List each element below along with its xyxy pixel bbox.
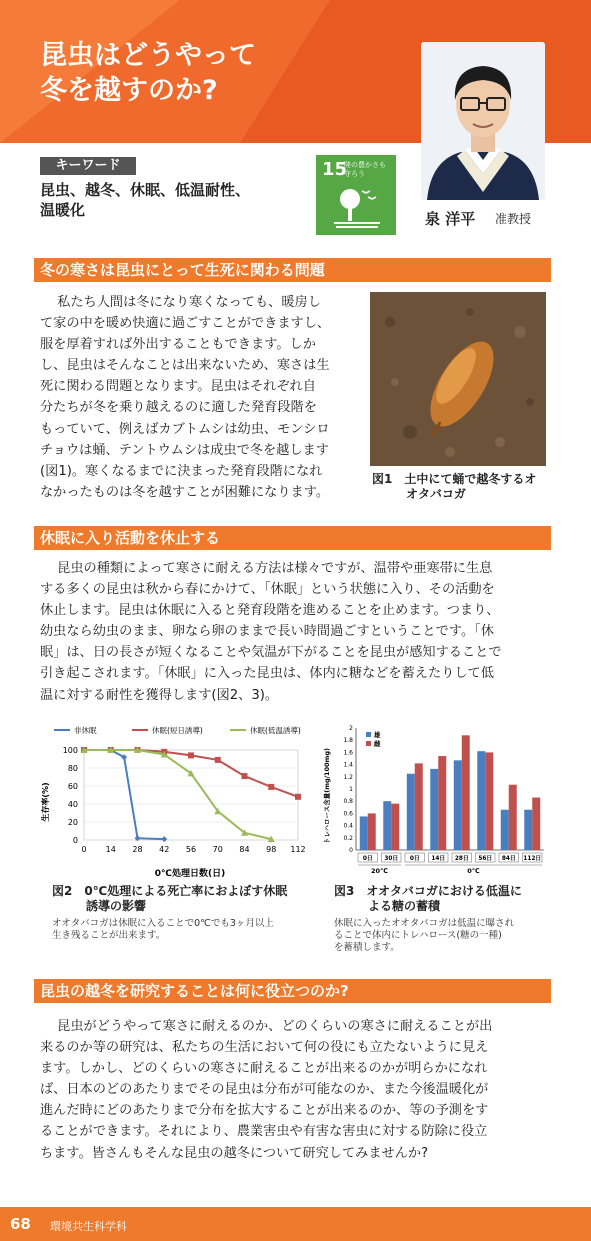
fig3-bar xyxy=(415,763,423,850)
s3-line: 昆虫がどうやって寒さに耐えるのか、どのくらいの寒さに耐えることが出 xyxy=(57,1019,493,1034)
figure-3-note xyxy=(334,918,554,954)
fig1-caption-line: オタバコガ xyxy=(406,487,466,501)
portrait-illustration xyxy=(421,42,545,200)
fig2-gridlines xyxy=(84,750,298,840)
fig3-bar xyxy=(430,769,438,850)
professor-name: 泉 洋平 xyxy=(425,210,476,228)
figure-2-line-chart xyxy=(40,718,310,883)
fig3-y-tick-label: 2 xyxy=(349,725,353,732)
s3-line: 来るのか等の研究は、私たちの生活において何の役にも立たないように見え xyxy=(40,1040,489,1056)
page-footer xyxy=(0,1207,591,1241)
s3-line: 進んだ時にどのあたりまで分布を拡大することが出来るのか、等の予測をす xyxy=(40,1103,489,1119)
fig3-bars xyxy=(360,735,540,850)
s1-line: 服を厚着すれば外出することもできます。しか xyxy=(40,337,316,353)
fig3-group-label: 20℃ xyxy=(371,867,388,875)
fig2-series xyxy=(81,747,302,843)
fig3-bar xyxy=(485,752,493,850)
figure-1-caption xyxy=(372,472,550,502)
fig3-bar xyxy=(368,813,376,850)
fig2-note-line: 生き残ることが出来ます。 xyxy=(52,930,166,941)
pupa-photo xyxy=(370,292,546,466)
fig3-group-label: 0℃ xyxy=(467,867,480,875)
s1-line: 死に関わる問題となります。昆虫はそれぞれ自 xyxy=(40,379,316,395)
fig3-y-tick-label: 1.4 xyxy=(343,761,353,769)
fig2-y-tick-label: 40 xyxy=(67,800,78,809)
fig3-category-label: 84日 xyxy=(501,856,516,862)
fig3-bar xyxy=(407,774,415,850)
s2-line: する多くの昆虫は秋から春にかけて、「休眠」という状態に入り、その活動を xyxy=(40,582,495,598)
fig3-y-tick-label: 1.6 xyxy=(343,749,353,757)
fig3-bar xyxy=(532,798,540,850)
fig2-x-tick-label: 98 xyxy=(266,845,277,854)
department-name: 環境共生科学科 xyxy=(50,1220,127,1233)
title-line-2: 冬を越すのか? xyxy=(40,75,218,106)
fig2-x-axis-label: 0℃処理日数(日) xyxy=(154,869,226,879)
fig2-x-tick-label: 0 xyxy=(81,845,87,854)
fig3-bar xyxy=(524,810,532,850)
fig3-caption-line: 図3 オオタバコガにおける低温に xyxy=(334,884,522,898)
section-1-heading: 冬の寒さは昆虫にとって生死に関わる問題 xyxy=(34,258,551,282)
fig3-y-axis-label: トレハロース含量(mg/100mg) xyxy=(323,748,331,844)
fig2-data-point xyxy=(188,752,194,758)
fig3-category-label: 0日 xyxy=(409,856,420,862)
fig1-caption-line: 図1 土中にて蛹で越冬するオ xyxy=(372,472,537,486)
fig2-x-tick-label: 14 xyxy=(105,845,116,854)
fig2-x-tick-label: 42 xyxy=(159,845,170,854)
fig2-data-point xyxy=(161,836,167,842)
fig2-data-point xyxy=(295,794,301,800)
sdg-badge xyxy=(316,155,396,235)
fig2-x-tick-label: 70 xyxy=(212,845,223,854)
page-title xyxy=(40,38,370,108)
s2-line: 眠」は、日の長さが短くなることや気温が下がることを昆虫が感知することで xyxy=(40,645,502,661)
fig3-bar xyxy=(454,760,462,850)
section-3-body xyxy=(40,1016,552,1164)
fig3-bar xyxy=(391,804,399,850)
section-2-body xyxy=(40,558,552,706)
fig3-note-line: 休眠に入ったオオタバコガは低温に曝され xyxy=(334,918,515,929)
tree-icon xyxy=(332,185,382,229)
fig2-legend-label: 休眠(低温誘導) xyxy=(250,726,301,735)
pupa-illustration xyxy=(370,292,546,466)
professor-title: 准教授 xyxy=(495,212,532,226)
fig2-x-tick-label: 56 xyxy=(185,845,197,854)
s1-line: 私たち人間は冬になり寒くなっても、暖房し xyxy=(57,295,321,310)
fig2-x-tick-label: 112 xyxy=(290,845,306,854)
s1-line: て家の中を暖め快適に過ごすことができますし、 xyxy=(40,316,331,332)
fig2-series-line xyxy=(84,750,164,839)
s1-line: なかったものは冬を越すことが困難になります。 xyxy=(40,484,330,500)
fig3-bar xyxy=(477,751,485,850)
fig2-x-tick-label: 28 xyxy=(132,845,143,854)
fig2-x-tick-label: 84 xyxy=(239,845,250,854)
fig3-legend xyxy=(366,730,381,748)
s2-line: 温に対する耐性を獲得します(図2、3)。 xyxy=(40,687,279,703)
fig3-bar xyxy=(501,810,509,850)
fig3-y-tick-label: 1.8 xyxy=(343,737,353,745)
s3-line: ば、日本のどのあたりまでその昆虫は分布が可能なのか、また今後温暖化が xyxy=(40,1082,489,1098)
professor-photo xyxy=(421,42,545,200)
fig3-bar xyxy=(509,785,517,850)
figure-3-caption xyxy=(334,884,554,914)
fig3-category-label: 30日 xyxy=(384,856,399,862)
fig2-data-point xyxy=(215,757,221,763)
fig3-bar xyxy=(438,756,446,850)
fig3-y-tick-label: 0.4 xyxy=(343,822,353,830)
fig2-y-tick-label: 20 xyxy=(67,818,78,827)
fig3-caption-line: よる糖の蓄積 xyxy=(368,899,441,913)
fig2-x-ticks xyxy=(81,845,305,854)
s3-line: ちます。皆さんもそんな昆虫の越冬について研究してみませんか? xyxy=(40,1145,429,1161)
fig3-note-line: ることで体内にトレハロース(糖の一種) xyxy=(334,930,502,941)
fig3-y-tick-label: 1.2 xyxy=(343,773,353,781)
fig2-y-tick-label: 80 xyxy=(67,764,78,773)
figure-2-caption xyxy=(52,884,312,914)
fig2-y-tick-label: 100 xyxy=(62,746,78,755)
s1-line: チョウは蛹、テントウムシは成虫で冬を越します xyxy=(40,442,329,458)
fig3-category-label: 112日 xyxy=(523,856,542,862)
fig3-categories xyxy=(358,853,542,862)
keyword-line-2: 温暖化 xyxy=(40,201,86,219)
fig3-note-line: を蓄積します。 xyxy=(334,942,400,953)
sdg-number: 15 xyxy=(322,159,348,180)
fig2-data-point xyxy=(242,773,248,779)
section-1-body xyxy=(40,292,362,503)
fig3-bar xyxy=(383,801,391,850)
fig3-bar xyxy=(462,735,470,850)
title-line-1: 昆虫はどうやって xyxy=(40,40,256,71)
fig3-legend-label: 雄 xyxy=(374,731,381,739)
keyword-line-1: 昆虫、越冬、休眠、低温耐性、 xyxy=(40,181,251,199)
fig2-legend xyxy=(54,725,301,735)
s2-line: 休止します。昆虫は休眠に入ると発育段階を進めることを止めます。つまり、 xyxy=(40,603,500,619)
fig3-y-tick-label: 0.8 xyxy=(343,798,353,806)
fig2-plot-frame xyxy=(84,750,298,840)
fig2-data-point xyxy=(268,784,274,790)
sdg-caption: 陸の豊かさも守ろう xyxy=(344,161,386,178)
s2-line: 幼虫なら幼虫のまま、卵なら卵のままで長い時間過ごすということです。「休 xyxy=(40,624,494,640)
fig3-y-tick-label: 1 xyxy=(349,786,353,793)
section-2-heading: 休眠に入り活動を休止する xyxy=(34,526,551,550)
fig2-y-tick-label: 60 xyxy=(67,782,78,791)
fig3-bar xyxy=(360,816,368,850)
fig2-y-axis-label: 生存率(%) xyxy=(41,782,50,822)
fig3-y-tick-label: 0.6 xyxy=(343,810,353,818)
s3-line: ます。しかし、どのくらいの寒さに耐えることが出来るのかが明らかになれ xyxy=(40,1061,488,1077)
fig3-legend-swatch xyxy=(366,732,371,737)
fig3-category-label: 28日 xyxy=(454,856,469,862)
s1-line: (図1)。寒くなるまでに決まった発育段階になれ xyxy=(40,463,323,479)
figure-3-bar-chart xyxy=(322,718,552,883)
s1-line: し、昆虫はそんなことは出来ないため、寒さは生 xyxy=(40,358,330,374)
s1-line: 分たちが冬を乗り越えるのに適した発育段階を xyxy=(40,400,317,416)
page-number: 68 xyxy=(10,1215,31,1233)
fig3-category-label: 56日 xyxy=(478,856,493,862)
fig3-y-tick-label: 0 xyxy=(349,847,353,854)
fig2-y-ticks xyxy=(63,746,78,845)
fig2-series-line xyxy=(84,750,271,839)
s1-line: もっていて、例えばカブトムシは幼虫、モンシロ xyxy=(40,421,330,437)
fig3-category-label: 0日 xyxy=(362,856,373,862)
s3-line: ることができます。それにより、農業害虫や有害な害虫に対する防除に役立 xyxy=(40,1124,488,1140)
fig2-legend-label: 休眠(短日誘導) xyxy=(152,726,203,735)
fig2-caption-line: 図2 0℃処理による死亡率におよぼす休眠 xyxy=(52,884,288,898)
keyword-text xyxy=(40,180,300,220)
s2-line: 引き起こされます。「休眠」に入った昆虫は、体内に糖などを蓄えたりして低 xyxy=(40,666,494,682)
fig2-caption-line: 誘導の影響 xyxy=(86,899,147,913)
section-3-heading: 昆虫の越冬を研究することは何に役立つのか? xyxy=(34,979,551,1003)
fig3-y-tick-label: 0.2 xyxy=(343,834,353,842)
fig3-legend-label: 雌 xyxy=(374,740,381,748)
fig3-category-label: 14日 xyxy=(431,856,446,862)
fig3-legend-swatch xyxy=(366,741,371,746)
keyword-label: キーワード xyxy=(40,157,136,175)
s2-line: 昆虫の種類によって寒さに耐える方法は様々ですが、温帯や亜寒帯に生息 xyxy=(57,561,493,576)
fig3-groups xyxy=(358,865,542,875)
figure-2-note xyxy=(52,918,314,942)
fig2-legend-label: 非休眠 xyxy=(74,726,97,735)
fig2-note-line: オオタバコガは休眠に入ることで0℃でも3ヶ月以上 xyxy=(52,918,274,929)
fig2-y-tick-label: 0 xyxy=(72,836,78,845)
